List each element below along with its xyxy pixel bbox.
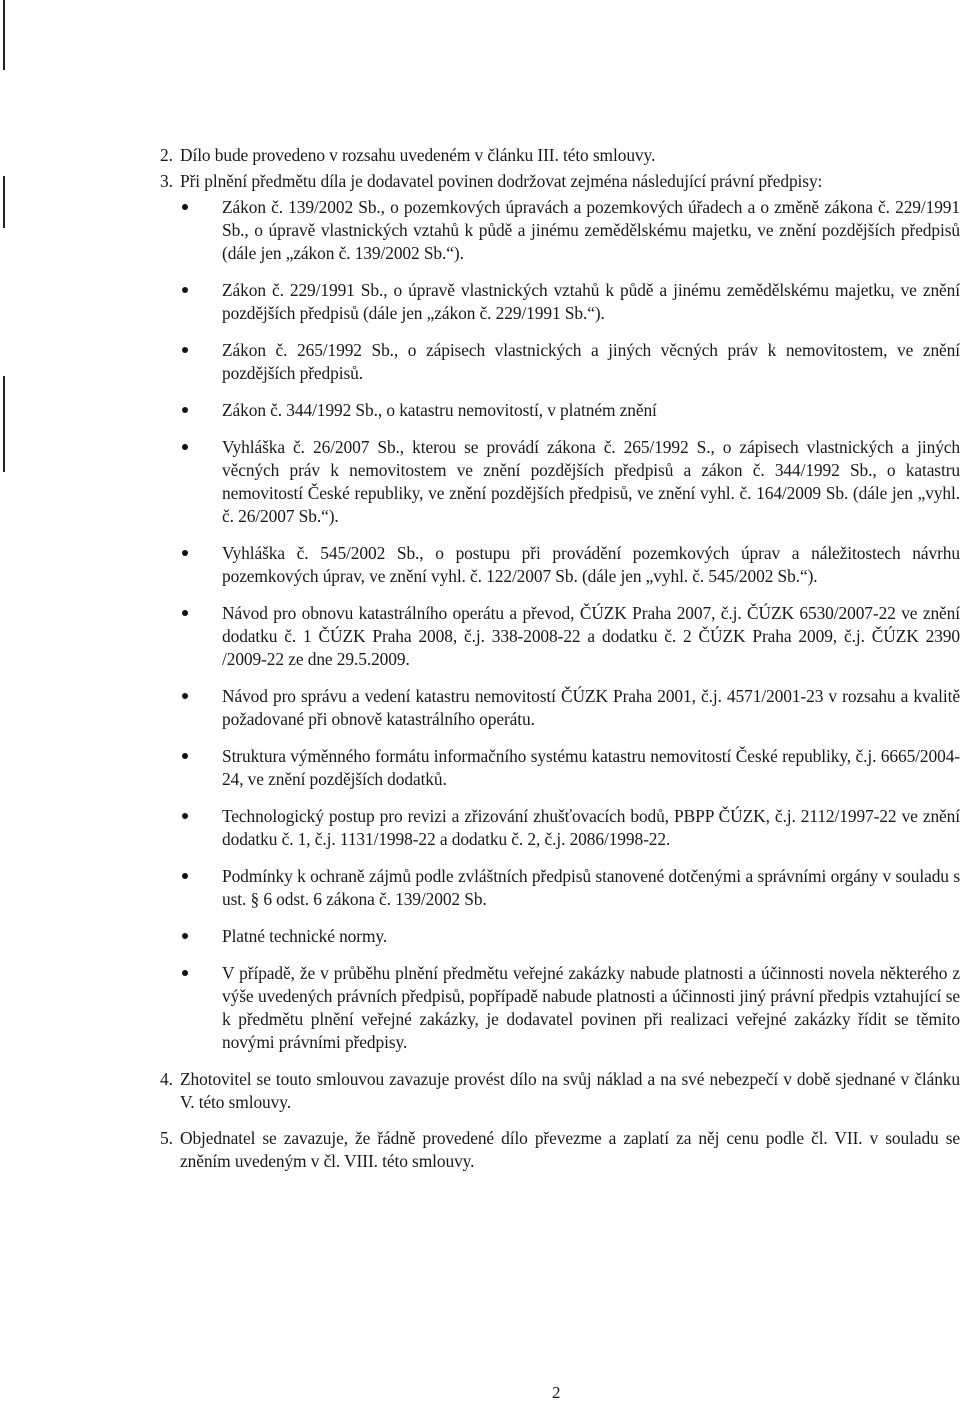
document-page [160,144,960,1173]
scan-edge-mark [3,0,5,70]
bullet-icon [182,287,188,293]
bullet-icon [182,444,188,450]
list-item [160,962,960,1054]
paragraph-number: 4. [160,1069,173,1089]
paragraph-number: 5. [160,1128,173,1148]
list-item [160,279,960,325]
bullet-icon [182,407,188,413]
scan-edge-mark [3,376,5,472]
list-item-text: Platné technické normy. [222,926,388,946]
paragraph-3 [160,170,960,193]
paragraph-5 [160,1127,960,1173]
list-item-text: Technologický postup pro revizi a zřizování zhušťovacích bodů, PBPP ČÚZK, č.j. 2112/1997-22 ve znění dodatku č. 1, č.j. 1131/1998-22 a dodatku č. 2, č.j. 2086/1998-22. [222,806,960,849]
list-item-text: Návod pro správu a vedení katastru nemovitostí ČÚZK Praha 2001, č.j. 4571/2001-23 v rozsahu a kvalitě požadované při obnově katastrálního operátu. [222,686,960,729]
list-item [160,436,960,528]
list-item-text: Návod pro obnovu katastrálního operátu a převod, ČÚZK Praha 2007, č.j. ČÚZK 6530/2007-22 ve znění dodatku č. 1 ČÚZK Praha 2008, č.j. 338-2008-22 a dodatku č. 2 ČÚZK Praha 2009, č.j. ČÚZK 2390 /2009-22 ze dne 29.5.2009. [222,603,960,669]
bullet-icon [182,693,188,699]
list-item-text: Zákon č. 265/1992 Sb., o zápisech vlastnických a jiných věcných práv k nemovitostem, ve znění pozdějších předpisů. [222,340,960,383]
list-item [160,339,960,385]
paragraph-text: Zhotovitel se touto smlouvou zavazuje provést dílo na svůj náklad a na své nebezpečí v době sjednané v článku V. této smlouvy. [180,1069,960,1112]
list-item [160,602,960,671]
paragraph-text: Při plnění předmětu díla je dodavatel povinen dodržovat zejména následující právní předpisy: [180,171,823,191]
bullet-icon [182,873,188,879]
bullet-icon [182,347,188,353]
scan-edge-mark [3,176,5,228]
bullet-icon [182,610,188,616]
legal-regulations-list [160,196,960,1054]
list-item-text: Podmínky k ochraně zájmů podle zvláštních předpisů stanovené dotčenými a správními orgány v souladu s ust. § 6 odst. 6 zákona č. 139/2002 Sb. [222,866,960,909]
list-item-text: Vyhláška č. 26/2007 Sb., kterou se provádí zákona č. 265/1992 S., o zápisech vlastnických a jiných věcných práv k nemovitostem ve znění pozdějších předpisů a zákon č. 344/1992 Sb., o katastru nemovitostí České republiky, ve znění pozdějších předpisů, ve znění vyhl. č. 164/2009 Sb. (dále jen „vyhl. č. 26/2007 Sb.“). [222,437,960,526]
paragraph-2 [160,144,960,167]
bullet-icon [182,933,188,939]
bullet-icon [182,753,188,759]
paragraph-number: 3. [160,171,173,191]
list-item [160,805,960,851]
list-item-text: V případě, že v průběhu plnění předmětu veřejné zakázky nabude platnosti a účinnosti novela některého z výše uvedených právních předpisů, popřípadě nabude platnosti a účinnosti jiný právní předpis vztahující se k předmětu plnění veřejné zakázky, je dodavatel povinen při realizaci veřejné zakázky řídit se těmito novými právními předpisy. [222,963,960,1052]
page-number: 2 [552,1383,561,1402]
list-item [160,685,960,731]
list-item-text: Zákon č. 229/1991 Sb., o úpravě vlastnických vztahů k půdě a jinému zemědělskému majetku, ve znění pozdějších předpisů (dále jen „zákon č. 229/1991 Sb.“). [222,280,960,323]
list-item [160,745,960,791]
list-item [160,542,960,588]
bullet-icon [182,813,188,819]
paragraph-text: Objednatel se zavazuje, že řádně provedené dílo převezme a zaplatí za něj cenu podle čl. VII. v souladu se zněním uvedeným v čl. VIII. této smlouvy. [180,1128,960,1171]
list-item-text: Zákon č. 139/2002 Sb., o pozemkových úpravách a pozemkových úřadech a o změně zákona č. 229/1991 Sb., o úpravě vlastnických vztahů k půdě a jinému zemědělskému majetku, ve znění pozdějších předpisů (dále jen „zákon č. 139/2002 Sb.“). [222,197,960,263]
paragraph-text: Dílo bude provedeno v rozsahu uvedeném v článku III. této smlouvy. [180,145,656,165]
list-item-text: Struktura výměnného formátu informačního systému katastru nemovitostí České republiky, č.j. 6665/2004-24, ve znění pozdějších dodatků. [222,746,960,789]
bullet-icon [182,970,188,976]
bullet-icon [182,204,188,210]
list-item [160,865,960,911]
paragraph-4 [160,1068,960,1114]
list-item-text: Vyhláška č. 545/2002 Sb., o postupu při provádění pozemkových úprav a náležitostech návrhu pozemkových úprav, ve znění vyhl. č. 122/2007 Sb. (dále jen „vyhl. č. 545/2002 Sb.“). [222,543,960,586]
list-item [160,925,960,948]
bullet-icon [182,550,188,556]
list-item-text: Zákon č. 344/1992 Sb., o katastru nemovitostí, v platném znění [222,400,657,420]
paragraph-number: 2. [160,145,173,165]
list-item [160,399,960,422]
list-item [160,196,960,265]
